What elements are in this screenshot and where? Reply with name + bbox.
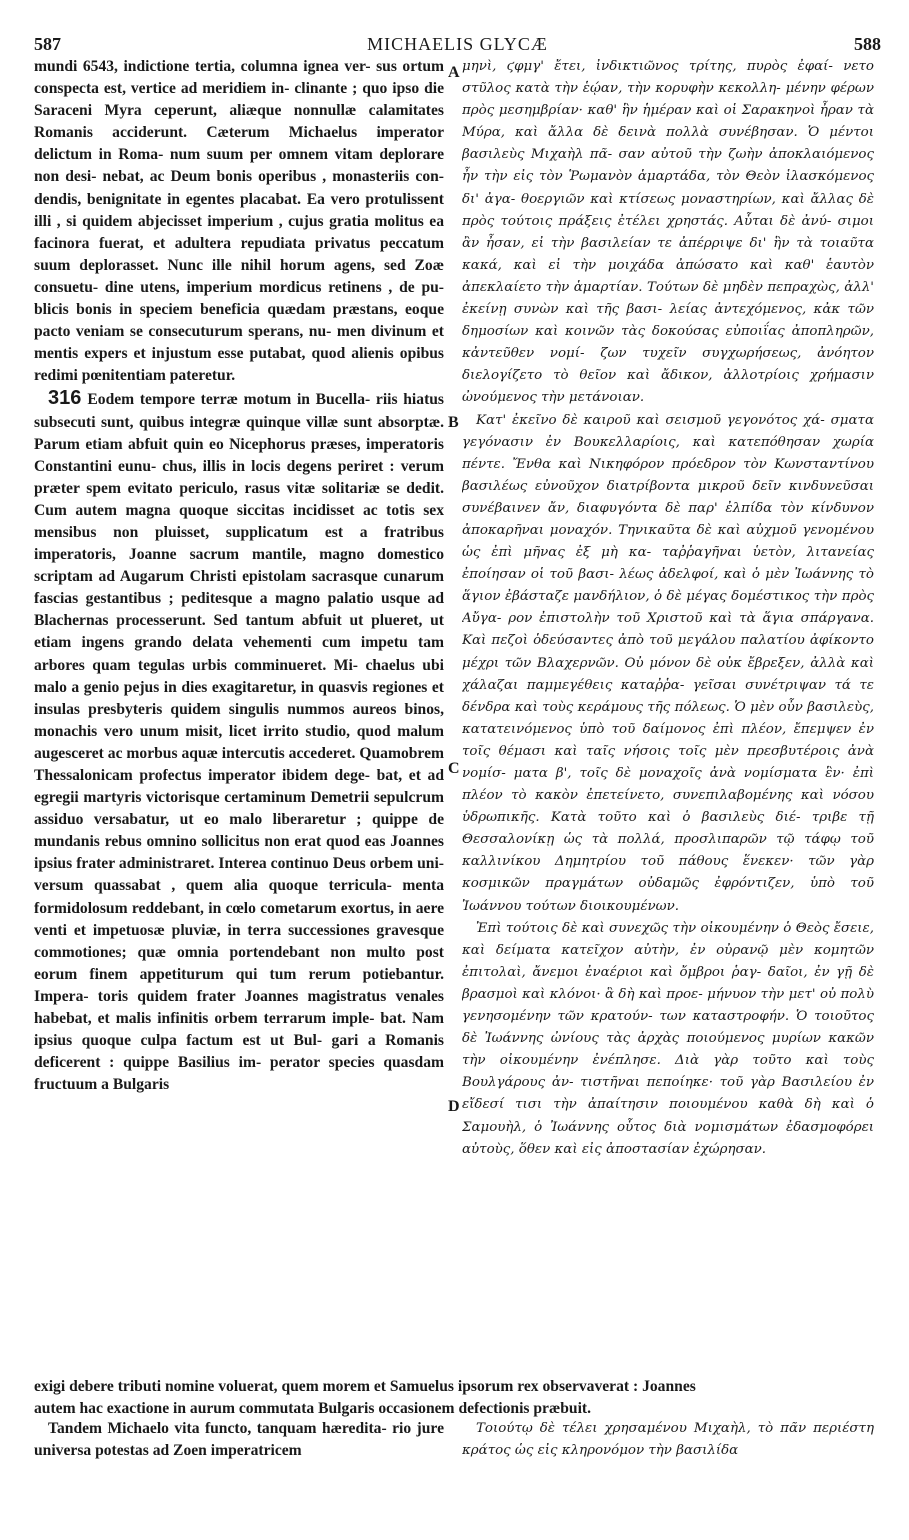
latin-bridge-line: exigi debere tributi nomine voluerat, quem morem et Samuelus ipsorum rex observaverat : Joannes [34, 1378, 696, 1395]
greek-paragraph: Κατ' ἐκεῖνο δὲ καιροῦ καὶ σεισμοῦ γεγονότος χά- σματα γεγόνασιν ἐν Βουκελλαρίοις, καὶ κατεπόθησαν χωρία πέντε. Ἔνθα καὶ Νικηφόρον πρόεδρον τὸν Κωνσταντίνου βασιλέως εὐνοῦχον διατρίβοντα μικροῦ δεῖν κινδυνεῦσαι συνέβαινεν ἄν, διαφυγόντα δὲ παρ' ἐλπίδα τὸν κίνδυνον ἀποκαρῆναι μοναχόν. Τηνικαῦτα δὲ καὶ αὐχμοῦ γενομένου ὡς ἐπὶ μῆνας ἐξ μὴ κα- ταῤῥαγῆναι ὑετὸν, λιτανείας ἐποίησαν οἱ τοῦ βασι- λέως ἀδελφοί, καὶ ὁ μὲν Ἰωάννης τὸ ἅγιον ἐβάσταζε μανδήλιον, ὁ δὲ μέγας δομέστικος τὴν πρὸς Αὔγα- ρον ἐπιστολὴν τοῦ Χριστοῦ καὶ τὰ ἅγια σπάργανα. Καὶ πεζοὶ ὁδεύσαντες ἀπὸ τοῦ μεγάλου παλατίου ἀφίκοντο μέχρι τῶν Βλαχερνῶν. Οὐ μόνον δὲ οὐκ ἔβρεξεν, ἀλλὰ καὶ χάλαζαι παμμεγέθεις καταῤῥα- γεῖσαι συνέτριψαν τά τε δένδρα καὶ τοὺς κεράμους τῆς πόλεως. Ὁ μὲν οὖν βασιλεὺς, κατατεινόμενος ὑπὸ τοῦ δαίμονος ἐπὶ πλέον, ἔπεμψεν ἐν τοῖς θέμασι καὶ ταῖς νήσοις τοῖς μὲν πρεσβυτέροις ἀνὰ νομίσ- ματα β', τοῖς δὲ μοναχοῖς ἀνὰ νομίσματα ἓν· ἐπὶ πλέον τὸ κακὸν ἐπετείνετο, συνεπιλαβομένης καὶ νόσου ὑδρωπικῆς. Κατὰ τοῦτο καὶ ὁ βασιλεὺς διέ- τριβε τῇ Θεσσαλονίκῃ ὡς τὰ πολλά, προσλιπαρῶν τῷ τάφῳ τοῦ καλλινίκου Δημητρίου τοῦ πάθους ἕνεκεν· τῶν γὰρ κοσμικῶν πραγμάτων οὐδαμῶς ἐφρόντιζεν, ὑπὸ τοῦ Ἰωάννου τούτων διοικουμένων. [462, 412, 874, 914]
latin-paragraph: mundi 6543, indictione tertia, columna ignea ver- sus ortum conspecta est, vertice ad meridiem in- clinante ; quo ipso die Saraceni Myra ceperunt, aliæque nonnullæ calamitates Romanis acciderunt. Cæterum Michaelus imperator delictum in Roma- num suum per omnem vitam deplorare non desi- nebat, ac Deum bonis operibus , monasteriis con- dendis, benignitate in egentes placabat. Ea vero protulissent illi , si quidem abjecisset imperium , cujus gratia molitus ea facinora fuerat, et adultera repudiata privatus peccatum suum deplorasset. Nunc ille nihil horum agens, sed Zoæ consuetu- dine utens, imperium mordicus retinens , de pu- blicis bonis in speciem beneficia quædam præstans, eoque pacto veniam se consecuturum sperans, nu- men divinum et mentis expers et injustum esse putabat, quod alienis opibus redimi pœnitentiam pateretur. [34, 58, 444, 385]
greek-tail [462, 1418, 874, 1462]
greek-paragraph: Τοιούτῳ δὲ τέλει χρησαμένου Μιχαὴλ, τὸ πᾶν περιέστη κράτος ὡς εἰς κληρονόμον τὴν βασιλίδα [462, 1421, 874, 1459]
page-number-left: 587 [34, 34, 61, 54]
margin-marker-b: B [448, 414, 459, 431]
page-number-right: 588 [854, 34, 881, 54]
latin-bridge-line: autem hac exactione in aurum commutata Bulgaris occasionem defectionis præbuit. [34, 1400, 591, 1418]
latin-column [34, 56, 444, 1096]
latin-section-paragraph [34, 387, 444, 1096]
page-header [34, 34, 881, 56]
margin-marker-c: C [448, 760, 460, 777]
latin-paragraph: Tandem Michaelo vita functo, tanquam hæredita- rio jure universa potestas ad Zoen imperatricem [34, 1420, 444, 1460]
latin-paragraph: Eodem tempore terræ motum in Bucella- riis hiatus subsecuti sunt, quibus integræ quinque villæ sunt absorptæ. Parum etiam abfuit quin eo Nicephorus præses, imperatoris Constantini eunu- chus, illis in locis degens periret : verum præter spem evitato periculo, rasus vitæ solitariæ se dedit. Cum autem magna quoque siccitas incidisset ac totis sex mensibus non pluisset, supplicatum est a fratribus imperatoris, Joanne sacrum mantile, magno domestico scriptam ad Augarum Christi epistolam sacrasque cunarum fascias gestantibus ; peditesque a magno palatio usque ad Blachernas processerunt. Sed tantum abfuit ut plueret, ut etiam ingens grando delata vehementi cum impetu tam arbores quam tegulas urbis comminueret. Mi- chaelus ubi malo a genio pejus in dies exagitaretur, in quasvis regiones et insulas presbyteris quidem singulis nummos aureos binos, monachis vero unum misit, licet irrito studio, quod malum augesceret ac morbus aquæ intercutis accederet. Quamobrem Thessalonicam profectus imperator ibidem dege- bat, et ad egregii martyris victorisque certaminum Demetrii sepulcrum assiduo versabatur, ut eo malo liberaretur ; quippe de mundanis rebus omnino sollicitus non erat quod eas Joannes ipsius frater administraret. Interea continuo Deus orbem uni- versum quassabat , quem alia quoque terricula- menta formidolosum reddebant, in cœlo cometarum exortus, in aere venti et impetuosæ pluviæ, in terra successiones gravesque commotiones; quæ omnia portendebant non multo post eorum finem appetiturum qui tum rerum potiebantur. Impera- toris quidem frater Joannes magistratus venales habebat, et malis infinitis orbem terrarum imple- bat. Nam ipsius quoque culpa factum est ut Bul- gari a Romanis deficerent : quippe Basilius im- perator species quasdam fructuum a Bulgaris [34, 391, 444, 1094]
margin-marker-d: D [448, 1098, 460, 1115]
latin-tail [34, 1418, 444, 1462]
margin-marker-a: A [448, 64, 460, 81]
running-title: MICHAELIS GLYCÆ [367, 34, 548, 54]
section-number: 316 [48, 387, 82, 410]
greek-column [462, 56, 874, 1161]
latin-bridge-lines [34, 1376, 874, 1420]
greek-paragraph: μηνὶ, ϛφμγ' ἔτει, ἰνδικτιῶνος τρίτης, πυρὸς ἐφαί- νετο στῦλος κατὰ τὴν ἑῴαν, τὴν κορυφὴν κεκολλη- μένην φέρων πρὸς μεσημβρίαν· καθ' ἣν ἡμέραν καὶ οἱ Σαρακηνοὶ ἦραν τὰ Μύρα, καὶ ἄλλα δὲ δεινὰ πολλὰ συνέβησαν. Ὁ μέντοι βασιλεὺς Μιχαὴλ πᾶ- σαν αὐτοῦ τὴν ζωὴν ἀποκλαιόμενος ἦν τὴν εἰς τὸν Ῥωμανὸν ἁμαρτάδα, τὸν Θεὸν ἱλασκόμενος δι' ἀγα- θοεργιῶν καὶ κτίσεως μοναστηρίων, καὶ ἄλλας δὲ πρὸς τούτοις πράξεις ἐτέλει χρηστάς. Αὗται δὲ ἀνύ- σιμοι ἂν ἦσαν, εἰ τὴν βασιλείαν τε ἀπέρριψε δι' ἣν τὰ τοιαῦτα κακά, καὶ εἰ τὴν μοιχάδα ἀπώσατο καὶ καθ' ἑαυτὸν ἀπεκλαίετο τὴν ἁμαρτίαν. Τούτων δὲ μηδὲν πεπραχὼς, ἀλλ' ἐκείνῃ συνὼν καὶ τῆς βασι- λείας ἀντεχόμενος, κἀκ τῶν δημοσίων καὶ κοινῶν τὰς δοκούσας εὐποιΐας ἀποπληρῶν, κἀντεῦθεν νομί- ζων τυχεῖν συγχωρήσεως, ἀνόητον διελογίζετο τὸ θεῖον καὶ ἄδικον, ἀλλοτρίοις χρήμασιν ὠνούμενος τὴν μετάνοιαν. [462, 59, 874, 406]
greek-paragraph: Ἐπὶ τούτοις δὲ καὶ συνεχῶς τὴν οἰκουμένην ὁ Θεὸς ἔσειε, καὶ δείματα κατεῖχον αὐτὴν, ἐν οὐρανῷ μὲν κομητῶν ἐπιτολαὶ, ἄνεμοι ἐναέριοι καὶ ὄμβροι ῥαγ- δαῖοι, ἐν γῇ δὲ βρασμοὶ καὶ κλόνοι· ἃ δὴ καὶ προε- μήνυον τὴν μετ' οὐ πολὺ γενησομένην τῶν κρατούν- των καταστροφήν. Ὁ τοιοῦτος δὲ Ἰωάννης ὠνίους τὰς ἀρχὰς ποιούμενος μυρίων κακῶν τὴν οἰκουμένην ἐνέπλησε. Διὰ γὰρ τοῦτο καὶ τοὺς Βουλγάρους ἀν- τιστῆναι πεποίηκε· τοῦ γὰρ Βασιλείου ἐν εἴδεσί τισι τὴν ἀπαίτησιν ποιουμένου καθὰ δὴ καὶ ὁ Σαμουὴλ, ὁ Ἰωάννης οὗτος διὰ νομισμάτων ἐδασμοφόρει αὐτοὺς, ὅθεν καὶ εἰς ἀποστασίαν ἐχώρησαν. [462, 920, 874, 1157]
